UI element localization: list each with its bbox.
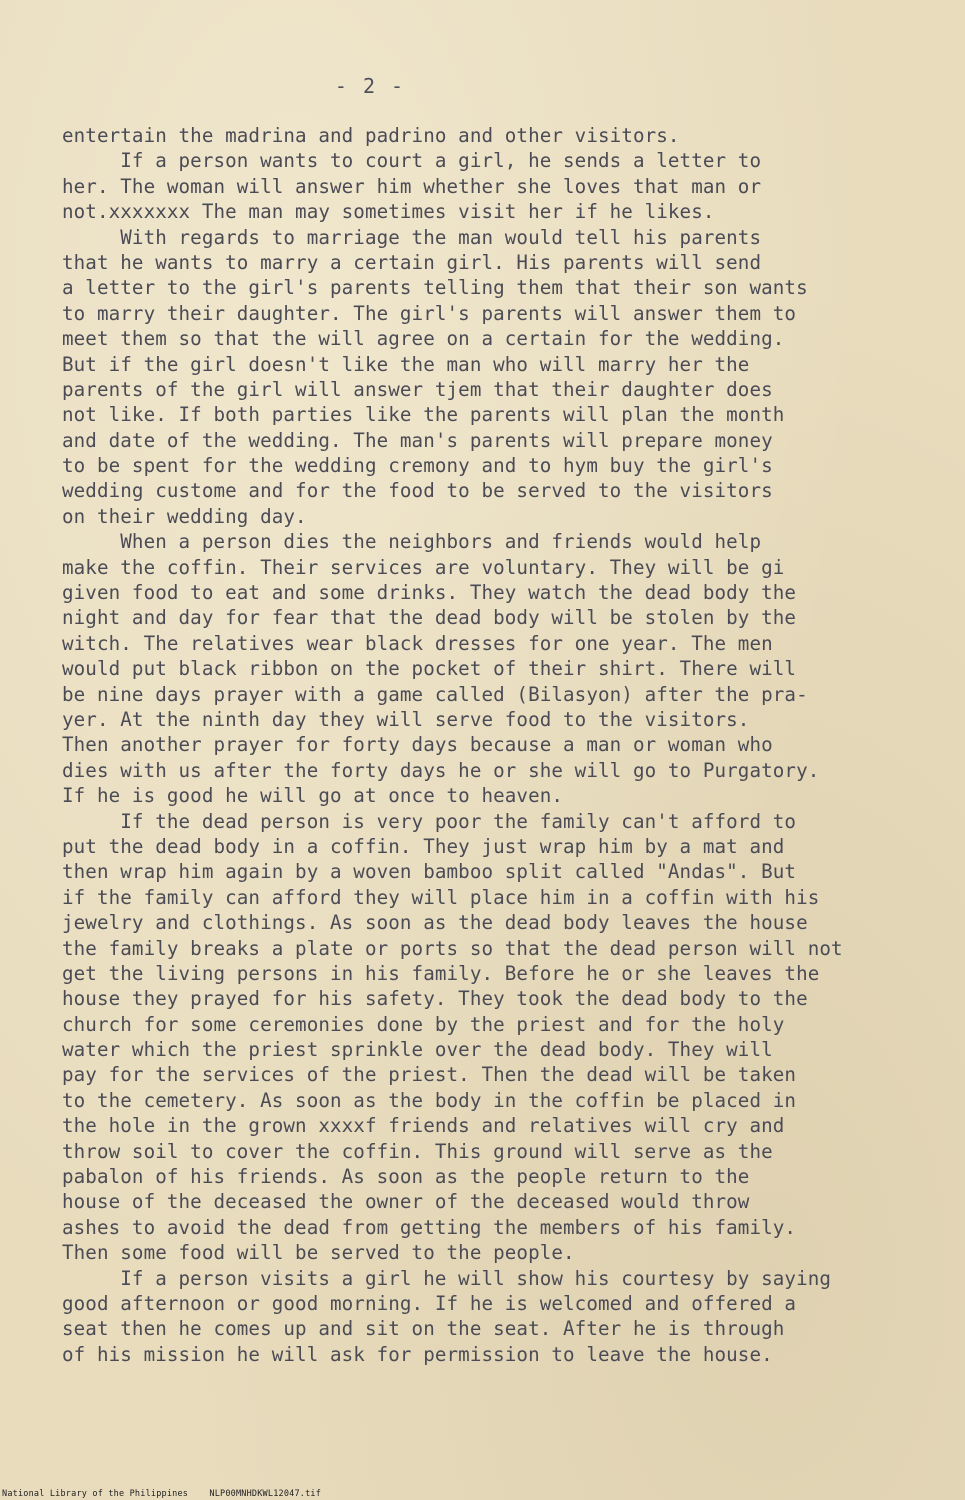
text-line: good afternoon or good morning. If he is welcomed and offered a (62, 1291, 797, 1315)
scan-footer-caption: National Library of the Philippines NLP00MNHDKWL12047.tif (2, 1489, 322, 1499)
text-line: be nine days prayer with a game called (Bilasyon) after the pra- (62, 682, 808, 706)
text-line: on their wedding day. (62, 504, 307, 528)
text-line: water which the priest sprinkle over the dead body. They will (62, 1038, 773, 1062)
text-line: jewelry and clothings. As soon as the dead body leaves the house (62, 911, 808, 935)
text-line: the hole in the grown xxxxf friends and relatives will cry and (62, 1114, 785, 1138)
text-line: that he wants to marry a certain girl. His parents will send (62, 250, 762, 274)
text-line: house of the deceased the owner of the deceased would throw (62, 1190, 750, 1214)
text-line: to the cemetery. As soon as the body in the coffin be placed in (62, 1088, 797, 1112)
text-line: Then another prayer for forty days because a man or woman who (62, 733, 773, 757)
text-line: throw soil to cover the coffin. This ground will serve as the (62, 1139, 773, 1163)
text-line: night and day for fear that the dead body will be stolen by the (62, 606, 797, 630)
text-line: if the family can afford they will place him in a coffin with his (62, 885, 820, 909)
text-line: pay for the services of the priest. Then the dead will be taken (62, 1063, 797, 1087)
text-line: wedding custome and for the food to be served to the visitors (62, 479, 773, 503)
text-line: not.xxxxxxx The man may sometimes visit her if he likes. (62, 200, 715, 224)
text-line: church for some ceremonies done by the priest and for the holy (62, 1012, 785, 1036)
text-line: witch. The relatives wear black dresses for one year. The men (62, 631, 773, 655)
text-line: get the living persons in his family. Before he or she leaves the (62, 961, 820, 985)
text-line: her. The woman will answer him whether she loves that man or (62, 174, 762, 198)
text-line: would put black ribbon on the pocket of their shirt. There will (62, 657, 797, 681)
text-line: If he is good he will go at once to heaven. (62, 784, 564, 808)
text-line: not like. If both parties like the parents will plan the month (62, 403, 785, 427)
text-line: the family breaks a plate or ports so that the dead person will not (62, 936, 843, 960)
text-line: parents of the girl will answer tjem that their daughter does (62, 377, 773, 401)
text-line: pabalon of his friends. As soon as the people return to the (62, 1165, 750, 1189)
text-line: entertain the madrina and padrino and other visitors. (62, 124, 680, 147)
typed-body-text (62, 123, 922, 1367)
text-line: then wrap him again by a woven bamboo split called "Andas". But (62, 860, 797, 884)
text-line: If a person wants to court a girl, he sends a letter to (62, 149, 762, 173)
text-line: If a person visits a girl he will show his courtesy by saying (62, 1266, 832, 1290)
text-line: yer. At the ninth day they will serve food to the visitors. (62, 707, 750, 731)
text-line: house they prayed for his safety. They took the dead body to the (62, 987, 808, 1011)
text-line: seat then he comes up and sit on the seat. After he is through (62, 1317, 785, 1341)
text-line: ashes to avoid the dead from getting the members of his family. (62, 1215, 797, 1239)
page-number: - 2 - (334, 74, 406, 98)
text-line: When a person dies the neighbors and friends would help (62, 530, 762, 554)
text-line: Then some food will be served to the people. (62, 1241, 575, 1265)
text-line: make the coffin. Their services are voluntary. They will be gi (62, 555, 785, 579)
text-line: But if the girl doesn't like the man who will marry her the (62, 352, 750, 376)
text-line: meet them so that the will agree on a certain for the wedding. (62, 327, 785, 351)
text-line: of his mission he will ask for permission to leave the house. (62, 1342, 773, 1366)
text-line: If the dead person is very poor the family can't afford to (62, 809, 797, 833)
text-line: to be spent for the wedding cremony and to hym buy the girl's (62, 454, 773, 478)
text-line: With regards to marriage the man would tell his parents (62, 225, 762, 249)
text-line: and date of the wedding. The man's parents will prepare money (62, 428, 773, 452)
text-line: to marry their daughter. The girl's parents will answer them to (62, 301, 797, 325)
text-line: put the dead body in a coffin. They just wrap him by a mat and (62, 834, 785, 858)
text-line: given food to eat and some drinks. They watch the dead body the (62, 581, 797, 605)
text-line: dies with us after the forty days he or she will go to Purgatory. (62, 758, 820, 782)
text-line: a letter to the girl's parents telling them that their son wants (62, 276, 808, 300)
